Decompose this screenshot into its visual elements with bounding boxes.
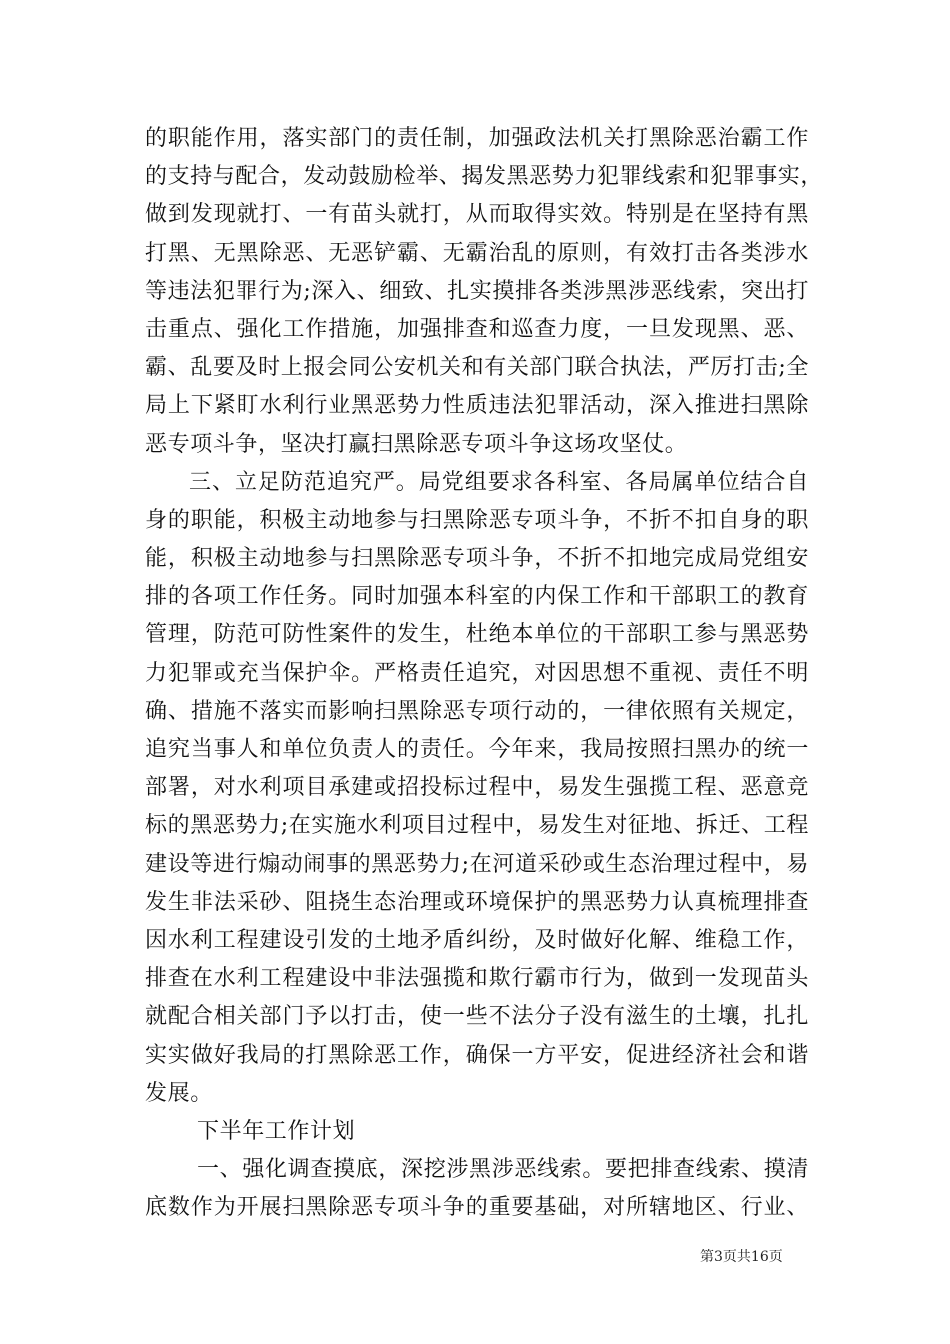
text-line: 排查在水利工程建设中非法强揽和欺行霸市行为，做到一发现苗头	[145, 966, 809, 992]
text-line: 就配合相关部门予以打击，使一些不法分子没有滋生的土壤，扎扎	[145, 1004, 809, 1030]
text-line: 击重点、强化工作措施，加强排查和巡查力度，一旦发现黑、恶、	[145, 316, 809, 342]
text-line: 力犯罪或充当保护伞。严格责任追究，对因思想不重视、责任不明	[145, 660, 809, 686]
text-line: 的支持与配合，发动鼓励检举、揭发黑恶势力犯罪线索和犯罪事实，	[145, 164, 824, 190]
text-line: 打黑、无黑除恶、无恶铲霸、无霸治乱的原则，有效打击各类涉水	[145, 240, 809, 266]
text-line: 部署，对水利项目承建或招投标过程中，易发生强揽工程、恶意竞	[145, 775, 809, 801]
plan-heading: 下半年工作计划	[197, 1118, 356, 1144]
text-line: 确、措施不落实而影响扫黑除恶专项行动的，一律依照有关规定，	[145, 698, 809, 724]
document-body	[145, 120, 824, 1227]
text-line: 发展。	[145, 1080, 213, 1106]
text-line: 等违法犯罪行为;深入、细致、扎实摸排各类涉黑涉恶线索，突出打	[145, 278, 809, 304]
section-heading-line: 一、强化调查摸底，深挖涉黑涉恶线索。要把排查线索、摸清	[197, 1157, 809, 1183]
text-line: 能，积极主动地参与扫黑除恶专项斗争，不折不扣地完成局党组安	[145, 546, 809, 572]
text-line: 追究当事人和单位负责人的责任。今年来，我局按照扫黑办的统一	[145, 737, 809, 762]
text-line: 发生非法采砂、阻挠生态治理或环境保护的黑恶势力认真梳理排查	[145, 889, 809, 915]
text-line: 因水利工程建设引发的土地矛盾纠纷，及时做好化解、维稳工作，	[145, 927, 809, 953]
text-line: 建设等进行煽动闹事的黑恶势力;在河道采砂或生态治理过程中，易	[145, 851, 809, 877]
text-line: 霸、乱要及时上报会同公安机关和有关部门联合执法，严厉打击;全	[145, 355, 809, 381]
text-line: 标的黑恶势力;在实施水利项目过程中，易发生对征地、拆迁、工程	[145, 813, 809, 839]
text-line: 底数作为开展扫黑除恶专项斗争的重要基础，对所辖地区、行业、	[145, 1195, 809, 1221]
section-heading-line: 三、立足防范追究严。局党组要求各科室、各局属单位结合自	[189, 469, 809, 495]
text-line: 实实做好我局的打黑除恶工作，确保一方平安，促进经济社会和谐	[145, 1042, 809, 1068]
text-line: 身的职能，积极主动地参与扫黑除恶专项斗争，不折不扣自身的职	[145, 507, 809, 533]
text-line: 的职能作用，落实部门的责任制，加强政法机关打黑除恶治霸工作	[145, 126, 809, 151]
text-line: 排的各项工作任务。同时加强本科室的内保工作和干部职工的教育	[145, 584, 809, 610]
text-line: 做到发现就打、一有苗头就打，从而取得实效。特别是在坚持有黑	[145, 202, 809, 228]
page-number: 第3页共16页	[700, 1249, 783, 1265]
text-line: 管理，防范可防性案件的发生，杜绝本单位的干部职工参与黑恶势	[145, 622, 809, 648]
text-line: 局上下紧盯水利行业黑恶势力性质违法犯罪活动，深入推进扫黑除	[145, 393, 809, 419]
text-line: 恶专项斗争，坚决打赢扫黑除恶专项斗争这场攻坚仗。	[145, 431, 688, 457]
